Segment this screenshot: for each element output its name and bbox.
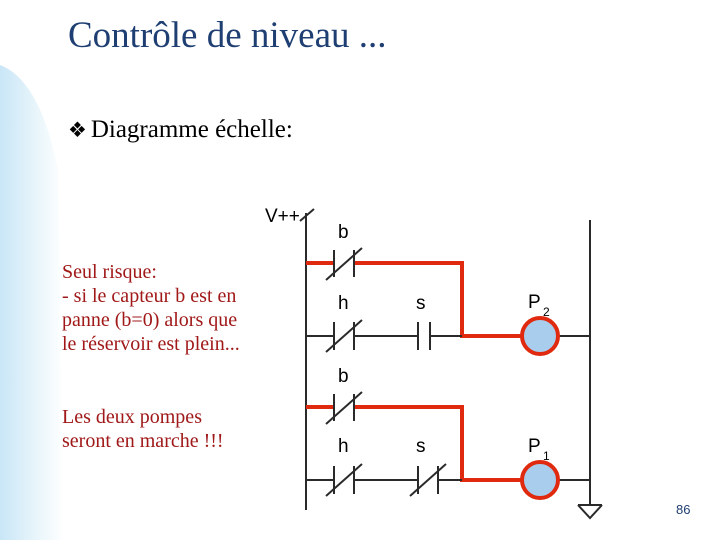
- rung2-contact-h-label: h: [338, 436, 349, 457]
- rung2-contact-b-label: b: [338, 366, 349, 387]
- ground-icon: [578, 505, 602, 518]
- pump-p2-coil: [522, 318, 558, 354]
- supply-label: V++: [265, 206, 300, 227]
- pumps-note: Les deux pompes seront en marche !!!: [62, 406, 224, 452]
- pump-p2-label: P: [528, 292, 541, 313]
- diamond-bullet-icon: ❖: [68, 118, 87, 142]
- pump-p1-coil: [522, 462, 558, 498]
- pump-p1-subscript: 1: [543, 449, 550, 463]
- rung1-contact-s-label: s: [416, 293, 426, 314]
- page-number: 86: [676, 502, 691, 517]
- risk-note: Seul risque: - si le capteur b est en panne (b=0) alors que le réservoir est plein...: [62, 261, 240, 355]
- bullet-text: Diagramme échelle:: [90, 116, 293, 143]
- rung1-contact-b-label: b: [338, 222, 349, 243]
- rung2-contact-s-label: s: [416, 436, 426, 457]
- pump-p2-subscript: 2: [543, 305, 550, 319]
- pump-p1-label: P: [528, 436, 541, 457]
- slide-title: Contrôle de niveau ...: [68, 15, 387, 56]
- rung1-contact-s: [418, 322, 430, 350]
- rung1-contact-h-label: h: [338, 293, 349, 314]
